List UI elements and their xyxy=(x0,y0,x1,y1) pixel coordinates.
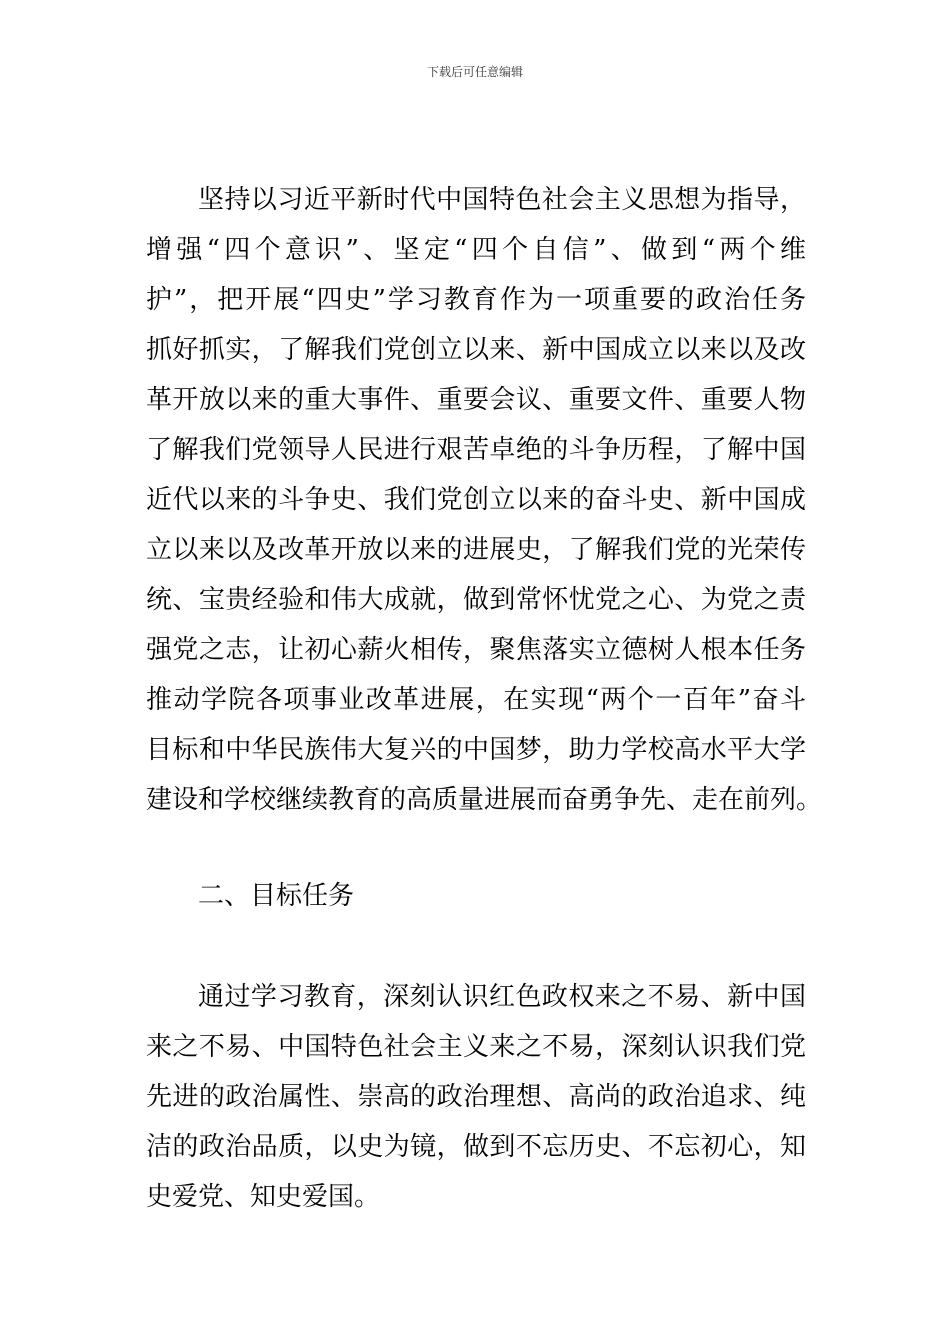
paragraph-guiding-principle xyxy=(146,175,823,825)
paragraph-line: 护”，把开展“四史”学习教育作为一项重要的政治任务 xyxy=(146,285,806,315)
paragraph-line: 抓好抓实，了解我们党创立以来、新中国成立以来以及改 xyxy=(146,335,806,365)
paragraph-line: 坚持以习近平新时代中国特色社会主义思想为指导， xyxy=(198,185,806,215)
paragraph-goals xyxy=(146,972,806,1222)
paragraph-line: 通过学习教育，深刻认识红色政权来之不易、新中国 xyxy=(198,982,806,1012)
paragraph-line: 立以来以及改革开放以来的进展史，了解我们党的光荣传 xyxy=(146,535,806,565)
section-heading: 二、目标任务 xyxy=(198,881,355,911)
paragraph-line: 史爱党、知史爱国。 xyxy=(146,1182,381,1212)
paragraph-line: 建设和学校继续教育的高质量进展而奋勇争先、走在前列。 xyxy=(146,785,823,815)
paragraph-line: 洁的政治品质，以史为镜，做到不忘历史、不忘初心，知 xyxy=(146,1132,806,1162)
paragraph-line: 近代以来的斗争史、我们党创立以来的奋斗史、新中国成 xyxy=(146,485,806,515)
paragraph-line: 先进的政治属性、崇高的政治理想、高尚的政治追求、纯 xyxy=(146,1082,806,1112)
paragraph-line: 强党之志，让初心薪火相传，聚焦落实立德树人根本任务 xyxy=(146,635,806,665)
paragraph-line: 目标和中华民族伟大复兴的中国梦，助力学校高水平大学 xyxy=(146,735,806,765)
paragraph-line: 了解我们党领导人民进行艰苦卓绝的斗争历程，了解中国 xyxy=(146,435,806,465)
paragraph-line: 推动学院各项事业改革进展，在实现“两个一百年”奋斗 xyxy=(146,685,806,715)
paragraph-line: 增强“四个意识”、坚定“四个自信”、做到“两个维 xyxy=(146,235,806,265)
paragraph-line: 革开放以来的重大事件、重要会议、重要文件、重要人物 xyxy=(146,385,806,415)
paragraph-line: 统、宝贵经验和伟大成就，做到常怀忧党之心、为党之责 xyxy=(146,585,806,615)
page-header: 下载后可任意编辑 xyxy=(426,65,523,79)
paragraph-line: 来之不易、中国特色社会主义来之不易，深刻认识我们党 xyxy=(146,1032,806,1062)
